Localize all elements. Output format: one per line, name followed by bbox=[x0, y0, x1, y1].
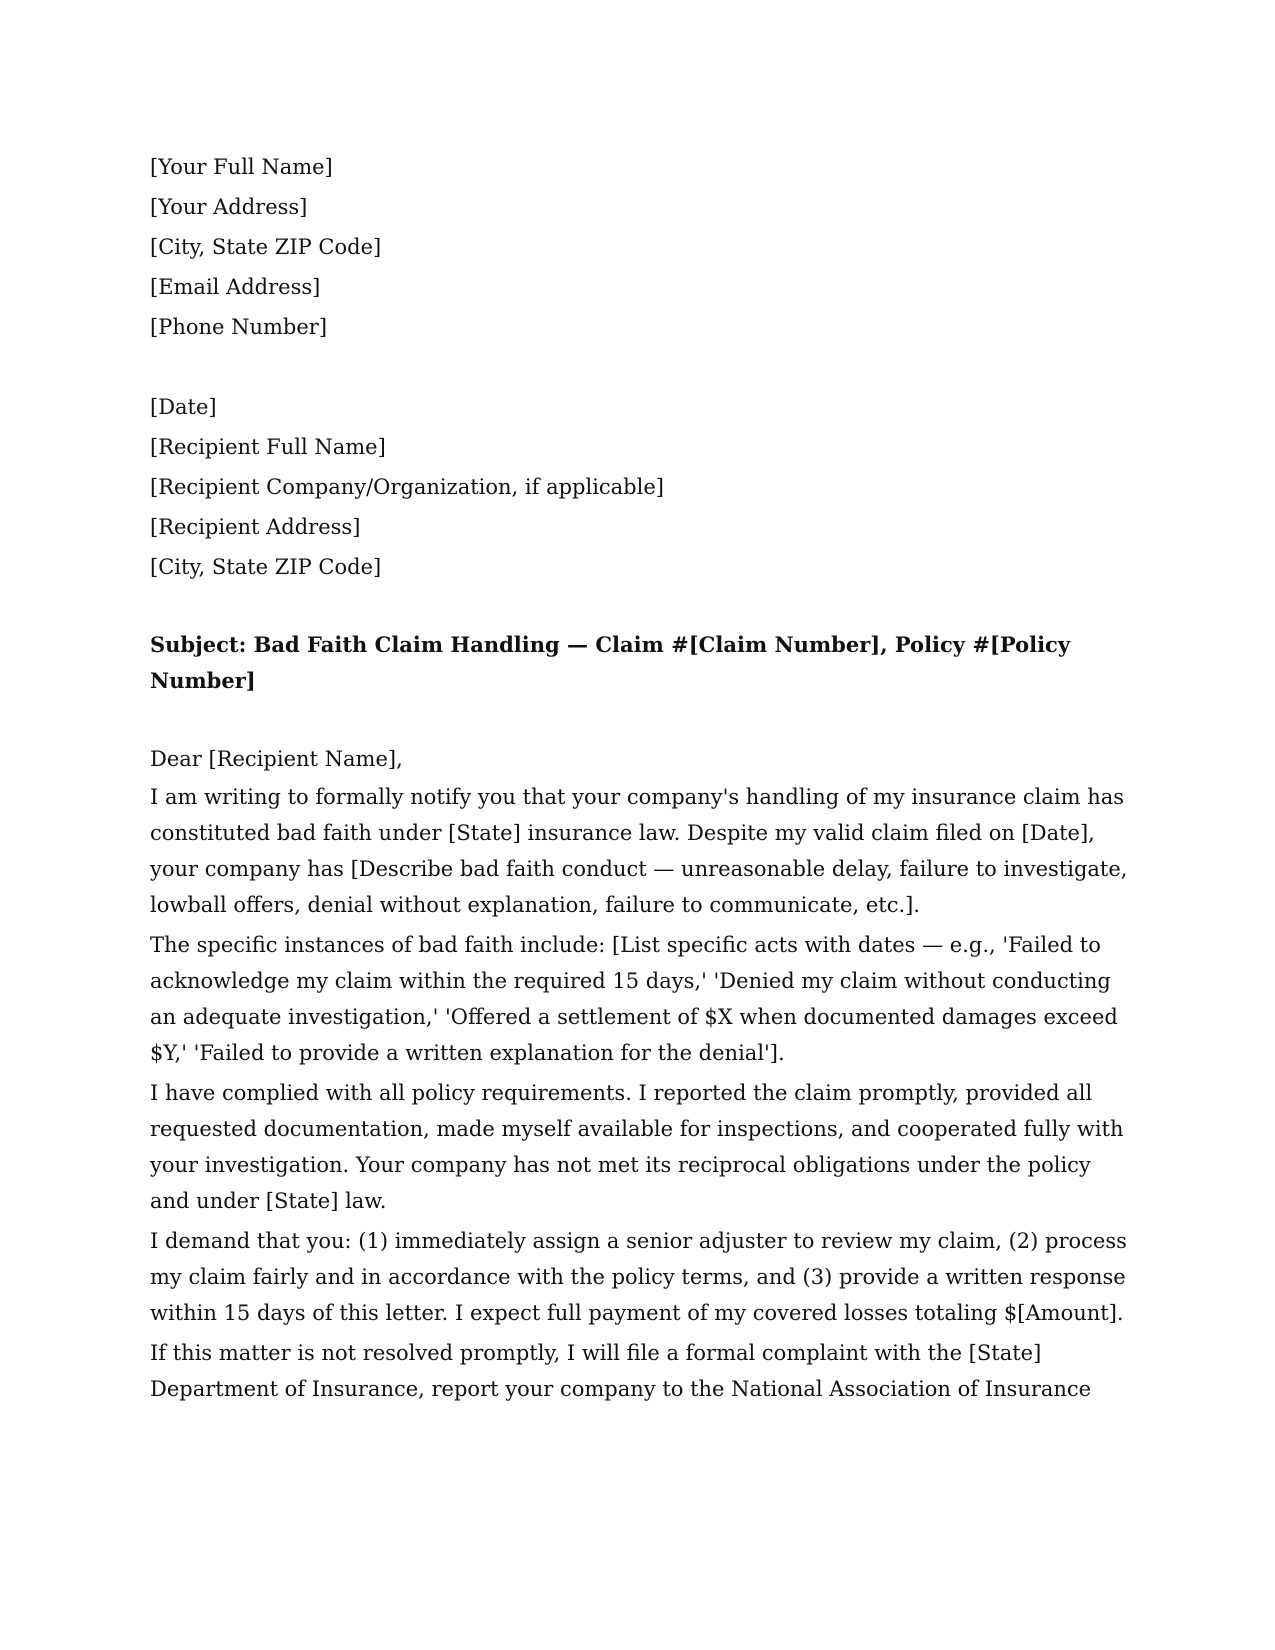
spacer bbox=[150, 347, 1130, 387]
sender-phone: [Phone Number] bbox=[150, 315, 328, 339]
subject-line: Subject: Bad Faith Claim Handling — Claim #[Claim Number], Policy #[Policy Number] bbox=[150, 632, 1071, 693]
recipient-block bbox=[150, 387, 1130, 587]
recipient-address: [Recipient Address] bbox=[150, 515, 361, 539]
sender-city-state-zip: [City, State ZIP Code] bbox=[150, 235, 382, 259]
letter-page bbox=[150, 147, 1130, 1411]
body-paragraph-1: I am writing to formally notify you that your company's handling of my insurance claim has constituted bad faith under [State] insurance law. Despite my valid claim filed on [Date], your company has [Describe bad faith conduct — unreasonable delay, failure to investigate, lowball offers, denial without explanation, failure to communicate, etc.]. bbox=[150, 785, 1128, 917]
salutation: Dear [Recipient Name], bbox=[150, 747, 403, 771]
sender-address: [Your Address] bbox=[150, 195, 308, 219]
body-paragraph-3: I have complied with all policy requirements. I reported the claim promptly, provided all requested documentation, made myself available for inspections, and cooperated fully with your investigation. Your company has not met its reciprocal obligations under the policy and under [State] law. bbox=[150, 1081, 1124, 1213]
sender-block bbox=[150, 147, 1130, 347]
letter-body bbox=[150, 779, 1130, 1407]
recipient-city-state-zip: [City, State ZIP Code] bbox=[150, 555, 382, 579]
body-paragraph-4: I demand that you: (1) immediately assign a senior adjuster to review my claim, (2) process my claim fairly and in accordance with the policy terms, and (3) provide a written response within 15 days of this letter. I expect full payment of my covered losses totaling $[Amount]. bbox=[150, 1229, 1127, 1325]
recipient-company: [Recipient Company/Organization, if applicable] bbox=[150, 475, 664, 499]
sender-name: [Your Full Name] bbox=[150, 155, 333, 179]
body-paragraph-2: The specific instances of bad faith include: [List specific acts with dates — e.g., 'Failed to acknowledge my claim within the required 15 days,' 'Denied my claim without conducting an adequate investigation,' 'Offered a settlement of $X when documented damages exceed $Y,' 'Failed to provide a written explanation for the denial']. bbox=[150, 933, 1118, 1065]
recipient-name: [Recipient Full Name] bbox=[150, 435, 386, 459]
sender-email: [Email Address] bbox=[150, 275, 321, 299]
letter-date: [Date] bbox=[150, 395, 217, 419]
body-paragraph-5: If this matter is not resolved promptly, I will file a formal complaint with the [State] Department of Insurance, report your company to the National Association of Insurance bbox=[150, 1341, 1092, 1401]
